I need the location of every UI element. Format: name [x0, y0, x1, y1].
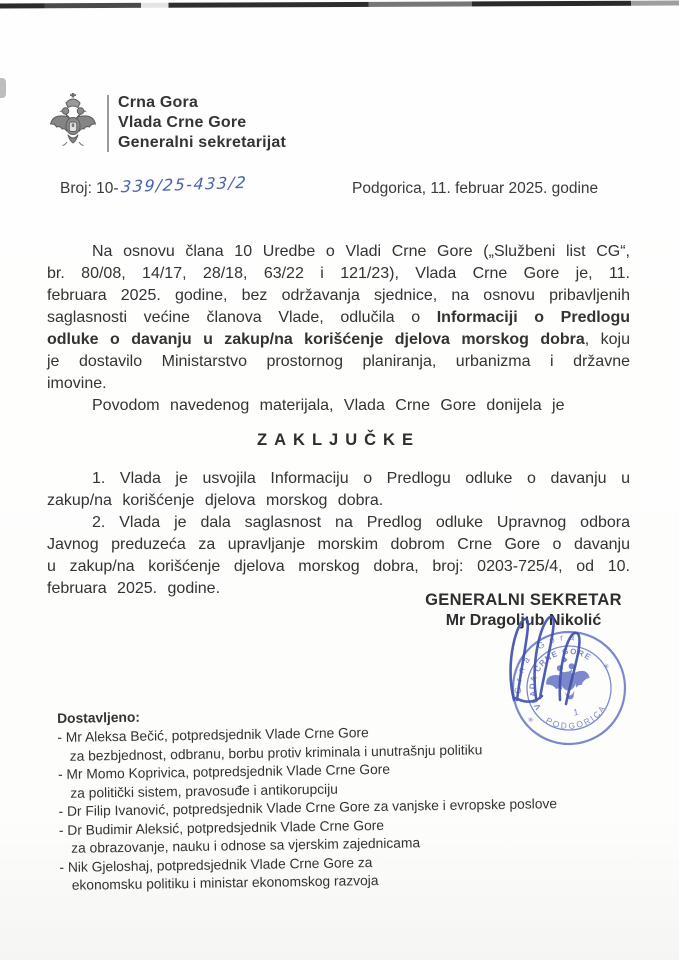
recipient-name: - Mr Momo Koprivica, potpredsjednik Vlade Crne Gore — [57, 761, 391, 782]
letterhead-text — [118, 93, 286, 153]
recipient-name: - Nik Gjeloshaj, potpredsjednik Vlade Crne Gore za — [59, 854, 373, 875]
letterhead-country: Crna Gora — [118, 94, 199, 111]
intro-text-post: , koju je dostavilo Ministarstvo prostornog planiranja, urbanizma i državne imovine. — [47, 331, 630, 392]
scan-artifact-line — [0, 0, 679, 8]
letterhead-divider — [107, 95, 109, 152]
recipient-name: - Dr Filip Ivanović, potpredsjednik Vlade Crne Gore za vanjske i evropske poslove — [58, 796, 558, 819]
recipient-portfolio: za politički sistem, pravosuđe i antikorupciju — [70, 781, 339, 801]
intro-text-bold: Informaciji o Predlogu odluke o davanju u zakup/na korišćenje djelova morskog dobra — [47, 309, 631, 348]
stamp-ring-text: VLADA CRNE GORE — [527, 646, 594, 712]
conclusions-heading: ZAKLJUČKE — [257, 431, 420, 449]
stamp-number: 1 — [572, 706, 580, 718]
stamp-star-left-icon: ✳ — [526, 714, 535, 725]
lead-in-paragraph: Povodom navedenog materijala, Vlada Crne Gore donijela je — [92, 397, 565, 414]
intro-text-pre: Na osnovu člana 10 Uredbe o Vladi Crne Gore („Službeni list CG“, br. 80/08, 14/17, 28/18, 63/22 i 121/23), Vlada Crne Gore je, 11. februara 2025. godine, bez održavanja sjednice, na osnovu pribavljenih saglasnosti većine članova Vlade, odlučila o — [47, 243, 630, 326]
intro-paragraph — [47, 241, 630, 395]
letterhead-government: Vlada Crne Gore — [118, 114, 247, 131]
recipient-portfolio: za obrazovanje, nauku i odnose sa vjerskim zajednicama — [71, 835, 421, 856]
handwritten-reference-number: 339/25-433/2 — [120, 172, 248, 197]
handwritten-signature — [492, 610, 607, 710]
conclusion-item-2: 2. Vlada je dala saglasnost na Predlog odluke Upravnog odbora Javnog preduzeća za upravljanje morskim dobrom Crne Gore o davanju u zakup/na korišćenje djelova morskog dobra, broj: 0203-725/4, od 10. februara 2025. godine. — [47, 514, 630, 597]
document-body — [47, 241, 630, 600]
letterhead — [48, 92, 286, 154]
recipient-name: - Mr Aleksa Bečić, potpredsjednik Vlade Crne Gore — [57, 725, 369, 745]
distribution-section — [57, 701, 620, 895]
place-and-date: Podgorica, 11. februar 2025. godine — [352, 180, 599, 197]
scan-edge-smudge — [0, 78, 6, 98]
reference-number-label: Broj: 10- — [60, 180, 119, 197]
stamp-outer-text: Crna Gora — [512, 631, 581, 694]
stamp-star-right-icon: ✳ — [602, 661, 611, 672]
coat-of-arms-icon — [48, 92, 98, 154]
distribution-label: Dostavljeno: — [57, 709, 141, 726]
letterhead-secretariat: Generalni sekretarijat — [118, 134, 287, 151]
conclusion-item-1: 1. Vlada je usvojila Informaciju o Predlogu odluke o davanju u zakup/na korišćenje djelova morskog dobra. — [47, 470, 630, 509]
stamp-city-text: PODGORICA — [544, 702, 609, 731]
signatory-name: Mr Dragoljub Nikolić — [445, 612, 602, 629]
recipient-portfolio: ekonomsku politiku i ministar ekonomskog razvoja — [71, 872, 379, 893]
signatory-title: GENERALNI SEKRETAR — [425, 591, 622, 609]
recipient-name: - Dr Budimir Aleksić, potpredsjednik Vlade Crne Gore — [58, 817, 385, 838]
recipient-portfolio: za bezbjednost, odbranu, borbu protiv kriminala i unutrašnju politiku — [69, 741, 483, 764]
